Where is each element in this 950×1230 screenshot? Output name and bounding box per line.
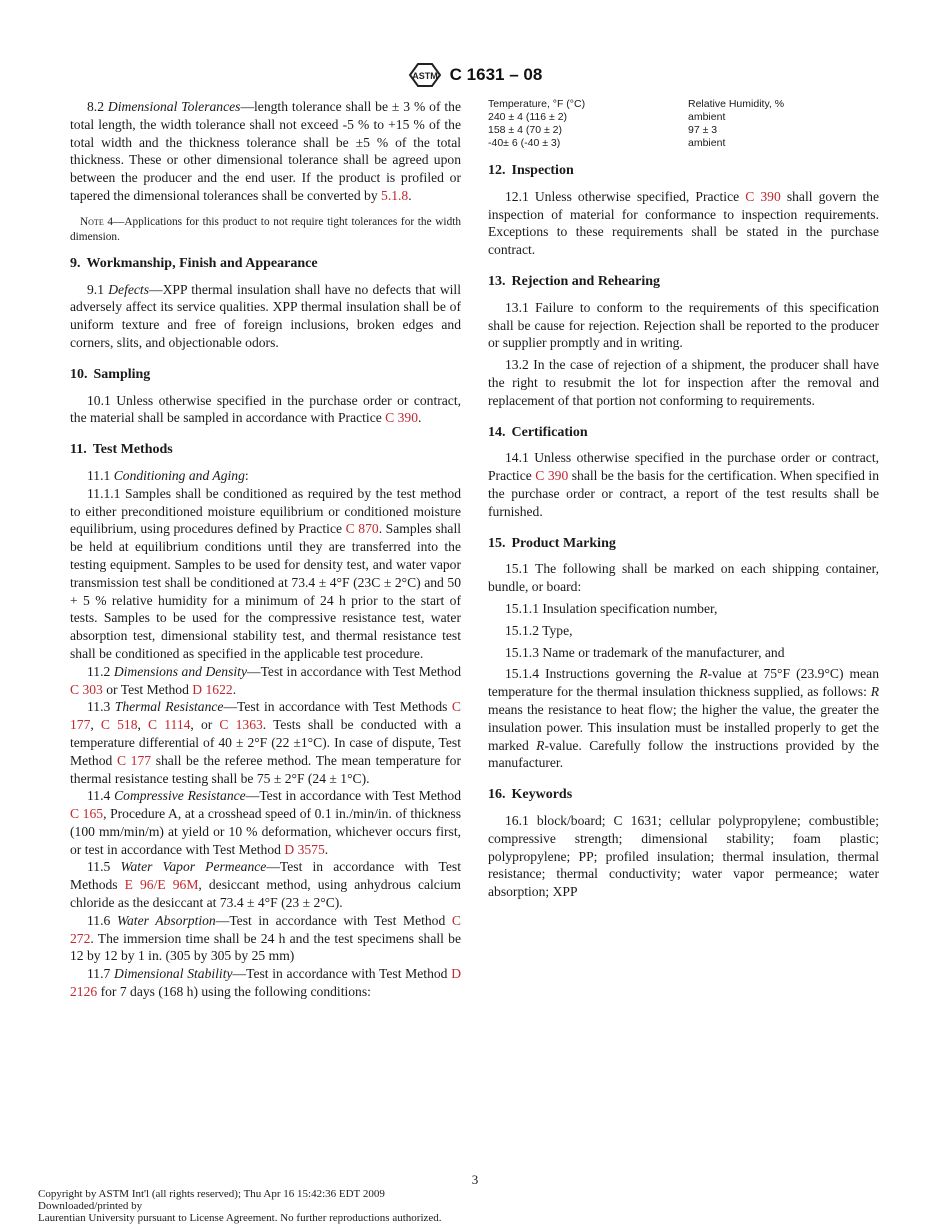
svg-text:ASTM: ASTM (411, 71, 438, 81)
paragraph-13-1: 13.1 Failure to conform to the requirements of this specification shall be cause for rejection. Rejection shall be reported to the producer or supplier promptly and in writing. (488, 299, 879, 351)
page-header (0, 62, 950, 88)
paragraph-15-1-1: 15.1.1 Insulation specification number, (505, 600, 718, 616)
paragraph-12-1: 12.1 Unless otherwise specified, Practice C 390 shall govern the inspection of material for conformance to inspection requirements. Exceptions to these requirements shall be stated in the purchase contract. (488, 188, 880, 258)
paragraph-11-4: 11.4 Compressive Resistance—Test in accordance with Test Method C 165, Procedure A, at a crosshead speed of 0.1 in./min/in. of thickness (100 mm/min/m) at yield or 10 % deformation, whichever occurs first, or test in accordance with Test Method D 3575. (70, 788, 462, 857)
paragraph-11-1-1: 11.1.1 Samples shall be conditioned as required by the test method to either preconditioned moisture equilibrium or conditioned moisture equilibrium, using procedures defined by Practice C 870. Samples shall be held at equilibrium conditions until they are transferred into the testing equipment. Samples to be used for density test, and water vapor transmission test shall be conditioned at 73.4 ± 4°F (23C ± 2°C) and 50 + 5 % relative humidity for a minimum of 24 h prior to the start of tests. Samples to be used for the compressive resistance test, water absorption test, dimensional stability test, and thermal resistance test shall be conditioned as specified in the applicable test procedure. (70, 485, 462, 661)
ref-link[interactable]: D 2126 (70, 966, 462, 1000)
table-row (488, 124, 879, 137)
ref-link[interactable]: D 3575 (284, 841, 325, 857)
ref-link[interactable]: C 1363 (219, 717, 263, 733)
paragraph-16-1: 16.1 block/board; C 1631; cellular polypropylene; combustible; compressive strength; dimensional stability; foam plastic; polypropylene; PP; profiled insulation; thermal insulation, thermal resistance; thermal conductivity; water vapor permeance; water absorption; XPP (488, 812, 879, 900)
table-header-cell: Relative Humidity, % (688, 98, 785, 110)
section-heading-12: 12. Inspection (488, 163, 574, 178)
paragraph-15-1-4: 15.1.4 Instructions governing the R-value at 75°F (23.9°C) mean temperature for the thermal insulation thickness supplied, as follows: R means the resistance to heat flow; the higher the value, the greater the insulation power. This insulation must be installed properly to get the marked R-value. Carefully follow the instructions provided by the manufacturer. (488, 666, 879, 771)
section-heading-15: 15. Product Marking (488, 535, 616, 551)
ref-link[interactable]: C 390 (535, 468, 569, 484)
table-row (488, 137, 879, 150)
page-number: 3 (471, 1172, 479, 1187)
note-4: Note 4—Applications for this product to not require tight tolerances for the width dimension. (70, 215, 462, 243)
section-heading-13: 13. Rejection and Rehearing (488, 273, 661, 289)
ref-link[interactable]: C 1114 (148, 717, 191, 733)
paragraph-15-1: 15.1 The following shall be marked on each shipping container, bundle, or board: (488, 561, 879, 595)
table-header-cell: Temperature, °F (°C) (488, 98, 586, 110)
document-id: C 1631 – 08 (449, 65, 543, 84)
table-cell: 240 ± 4 (116 ± 2) (488, 111, 568, 123)
ref-link[interactable]: D 1622 (192, 681, 233, 697)
paragraph-11-3: 11.3 Thermal Resistance—Test in accordance with Test Methods C 177, C 518, C 1114, or C 1363. Tests shall be conducted with a temperature differential of 40 ± 2°F (22 ±1°C). In case of dispute, Test Method C 177 shall be the referee method. The mean temperature for thermal resistance testing shall be 75 ± 2°F (24 ± 1°C). (70, 699, 462, 786)
paragraph-15-1-2: 15.1.2 Type, (505, 622, 573, 638)
ref-link[interactable]: C 177 (70, 699, 461, 733)
paragraph-11-6: 11.6 Water Absorption—Test in accordance with Test Method C 272. The immersion time shall be 24 h and the test specimens shall be 12 by 12 by 1 in. (305 by 305 by 25 mm) (70, 912, 461, 964)
paragraph-8-2: 8.2 Dimensional Tolerances—length tolerance shall be ± 3 % of the total length, the width tolerance shall not exceed -5 % to +15 % of the total width and the thickness tolerance shall be ±5 % of the total thickness. These or other dimensional tolerance shall be agreed upon between the producer and the end user. If the product is profiled or tapered the dimensional tolerances shall be converted by 5.1.8. (70, 99, 461, 203)
table-cell: -40± 6 (-40 ± 3) (488, 137, 561, 149)
right-column (488, 98, 879, 901)
section-heading-10: 10. Sampling (70, 366, 151, 382)
ref-link[interactable]: C 390 (745, 188, 781, 204)
paragraph-11-2: 11.2 Dimensions and Density—Test in accordance with Test Method C 303 or Test Method D 1622. (70, 663, 461, 697)
section-heading-9: 9. Workmanship, Finish and Appearance (70, 255, 318, 271)
table-cell: ambient (688, 137, 726, 149)
ref-link[interactable]: C 390 (385, 410, 419, 426)
ref-link[interactable]: C 272 (70, 912, 461, 946)
section-heading-16: 16. Keywords (488, 787, 573, 803)
table-cell: 97 ± 3 (688, 124, 718, 136)
paragraph-10-1: 10.1 Unless otherwise specified in the purchase order or contract, the material shall be sampled in accordance with Practice C 390. (70, 392, 461, 426)
footer-line: Laurentian University pursuant to License Agreement. No further reproductions authorized. (38, 1212, 442, 1224)
paragraph-11-5: 11.5 Water Vapor Permeance—Test in accordance with Test Methods E 96/E 96M, desiccant method, using anhydrous calcium chloride as the desiccant at 73.4 ± 4°F (23 ± 2°C). (70, 859, 461, 911)
paragraph-11-1: 11.1 Conditioning and Aging: (87, 467, 249, 483)
paragraph-14-1: 14.1 Unless otherwise specified in the purchase order or contract, Practice C 390 shall be the basis for the certification. When specified in the purchase order or contract, a report of the test results shall be furnished. (488, 450, 880, 519)
section-heading-14: 14. Certification (488, 424, 588, 440)
paragraph-11-7: 11.7 Dimensional Stability—Test in accordance with Test Method D 2126 for 7 days (168 h) using the following conditions: (70, 966, 462, 1000)
paragraph-9-1: 9.1 Defects—XPP thermal insulation shall have no defects that will adversely affect its service qualities. XPP thermal insulation shall be of uniform texture and free of foreign inclusions, broken edges and corners, slits, and objectionable odors. (70, 281, 461, 350)
ref-link[interactable]: C 303 (70, 681, 103, 697)
ref-link[interactable]: 5.1.8 (381, 187, 409, 203)
ref-link[interactable]: C 177 (116, 752, 152, 768)
footer-line: Downloaded/printed by (38, 1200, 143, 1212)
ref-link[interactable]: C 165 (70, 806, 104, 822)
paragraph-13-2: 13.2 In the case of rejection of a shipment, the producer shall have the right to resubmit the lot for inspection after the removal and replacement of that portion not conforming to requirements. (488, 357, 879, 408)
table-header-row (488, 98, 879, 111)
copyright-footer (38, 1188, 442, 1224)
section-heading-11: 11. Test Methods (70, 442, 173, 458)
table-row (488, 111, 879, 124)
ref-link[interactable]: C 518 (100, 717, 138, 733)
table-cell: ambient (688, 111, 726, 123)
conditions-table (488, 98, 879, 150)
ref-link[interactable]: C 870 (345, 521, 379, 537)
footer-line: Copyright by ASTM Int'l (all rights reserved); Thu Apr 16 15:42:36 EDT 2009 (38, 1188, 385, 1200)
ref-link[interactable]: E 96/E 96M (124, 877, 199, 893)
left-column (70, 98, 461, 1001)
astm-logo-icon (408, 62, 442, 88)
table-cell: 158 ± 4 (70 ± 2) (488, 124, 562, 136)
paragraph-15-1-3: 15.1.3 Name or trademark of the manufacturer, and (505, 644, 785, 660)
